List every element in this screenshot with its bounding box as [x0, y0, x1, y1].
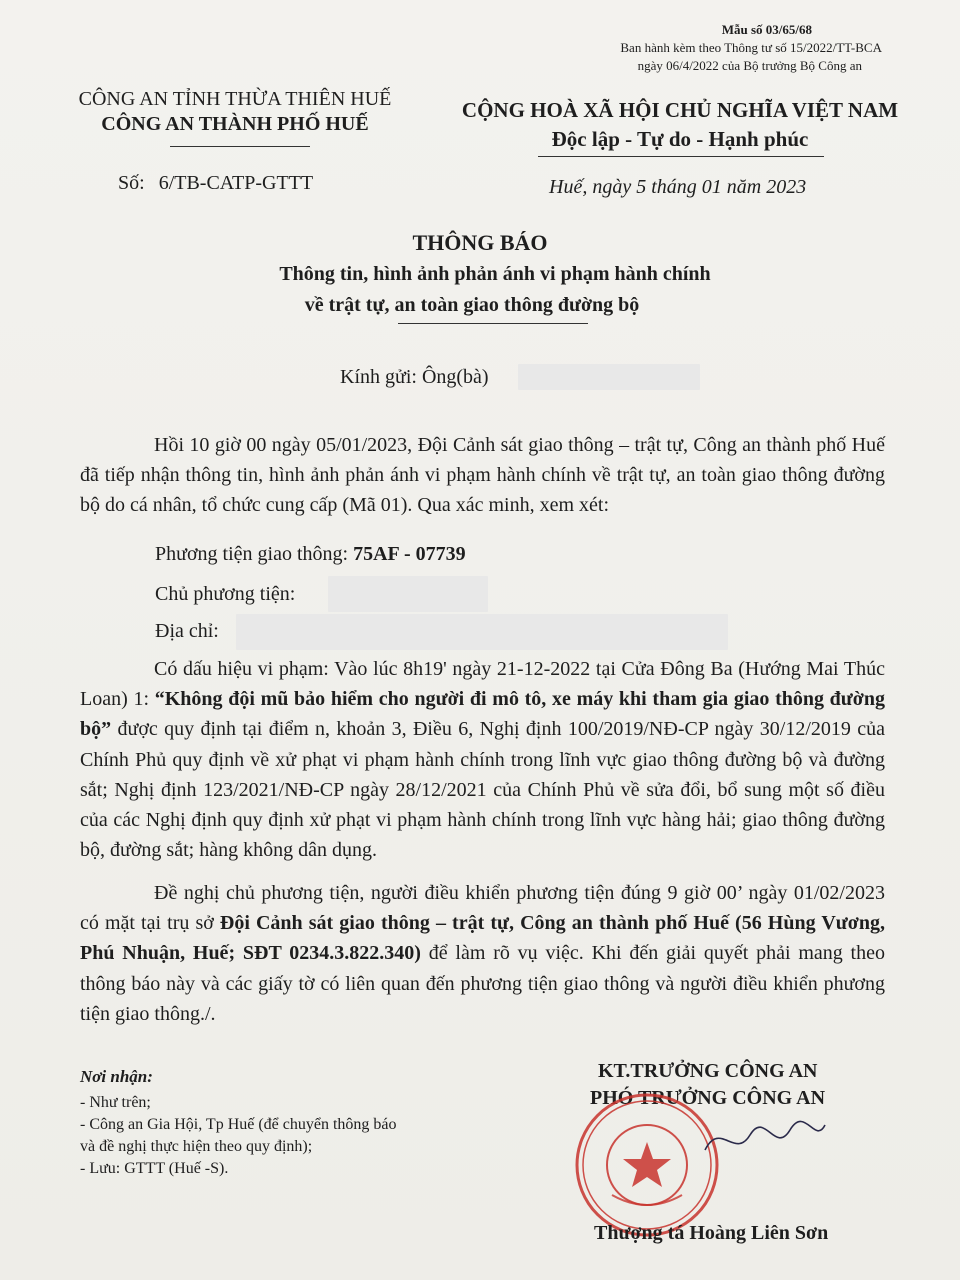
- subtitle-underline: [398, 323, 588, 324]
- recipients-line-2: - Công an Gia Hội, Tp Huế (để chuyển thông báo: [80, 1116, 397, 1133]
- place-date: Huế, ngày 5 tháng 01 năm 2023: [549, 176, 807, 198]
- request-text-a: Đề nghị chủ phương tiện, người điều khiển phương tiện đúng 9 giờ 00’ ngày 01/02/2023 có mặt tại trụ sở: [80, 882, 885, 935]
- request-text-b: để làm rõ vụ việc. Khi đến giải quyết phải mang theo thông báo này và các giấy tờ có liên quan đến phương tiện giao thông và người điều khiển phương tiện giao thông./.: [80, 942, 885, 1025]
- form-issued-with: Ban hành kèm theo Thông tư số 15/2022/TT-BCA: [620, 40, 882, 55]
- vehicle-label: Phương tiện giao thông:: [155, 543, 354, 565]
- document-number-label: Số:: [118, 172, 145, 194]
- nation-name: CỘNG HOÀ XÃ HỘI CHỦ NGHĨA VIỆT NAM: [461, 98, 899, 122]
- paragraph-intro: [80, 430, 885, 521]
- nation-motto: Độc lập - Tự do - Hạnh phúc: [551, 127, 809, 151]
- redacted-recipient: [518, 364, 700, 390]
- violation-text-b: được quy định tại điểm n, khoản 3, Điều 6, Nghị định 100/2019/NĐ-CP ngày 30/12/2019 của Chính Phủ quy định về xử phạt vi phạm hành chính trong lĩnh vực giao thông đường bộ và đường sắt; Nghị định 123/2021/NĐ-CP ngày 28/12/2021 của Chính Phủ về sửa đổi, bổ sung một số điều của các Nghị định quy định xử phạt vi phạm hành chính trong lĩnh vực hàng hải; giao thông đường bộ, đường sắt; hàng không dân dụng.: [80, 718, 885, 862]
- document-subtitle-1: Thông tin, hình ảnh phản ánh vi phạm hành chính: [279, 263, 711, 285]
- paragraph-intro-text: Hồi 10 giờ 00 ngày 05/01/2023, Đội Cảnh sát giao thông – trật tự, Công an thành phố Huế đã tiếp nhận thông tin, hình ảnh phản ánh vi phạm hành chính về trật tự, an toàn giao thông đường bộ do cá nhân, tổ chức cung cấp (Mã 01). Qua xác minh, xem xét:: [80, 434, 885, 517]
- vehicle-line: [155, 543, 466, 566]
- agency-parent: CÔNG AN TỈNH THỪA THIÊN HUẾ: [78, 88, 392, 110]
- motto-underline: [538, 156, 824, 157]
- document-number: [118, 172, 313, 195]
- recipients-label: Nơi nhận:: [80, 1067, 153, 1086]
- paragraph-request: [80, 878, 885, 1029]
- owner-label: Chủ phương tiện:: [155, 583, 296, 605]
- signer-name: Thượng tá Hoàng Liên Sơn: [594, 1222, 829, 1244]
- vehicle-plate: 75AF - 07739: [353, 543, 466, 565]
- recipients-line-4: - Lưu: GTTT (Huế -S).: [80, 1160, 229, 1177]
- nation-header: [440, 98, 920, 152]
- violation-text-bold: “Không đội mũ bảo hiểm cho người đi mô tô, xe máy khi tham gia giao thông đường bộ”: [80, 688, 885, 741]
- address-label: Địa chỉ:: [155, 620, 219, 642]
- owner-line: [155, 583, 295, 606]
- document-subtitle-2: về trật tự, an toàn giao thông đường bộ: [304, 294, 640, 316]
- redacted-address: [236, 614, 728, 650]
- redacted-owner: [328, 576, 488, 612]
- document-number-value: 6/TB-CATP-GTTT: [158, 172, 314, 194]
- form-issued-date: ngày 06/4/2022 của Bộ trưởng Bộ Công an: [637, 58, 862, 73]
- signature-title-2: PHÓ TRƯỞNG CÔNG AN: [590, 1087, 826, 1109]
- recipient-line: Kính gửi: Ông(bà): [340, 366, 489, 388]
- recipients-line-3: và đề nghị thực hiện theo quy định);: [80, 1138, 313, 1155]
- recipients-line-1: - Như trên;: [80, 1094, 151, 1111]
- form-number: Mẫu số 03/65/68: [721, 22, 812, 37]
- signature-title-1: KT.TRƯỞNG CÔNG AN: [598, 1060, 818, 1082]
- request-text-bold: Đội Cảnh sát giao thông – trật tự, Công an thành phố Huế (56 Hùng Vương, Phú Nhuận, Huế; SĐT 0234.3.822.340): [80, 912, 885, 965]
- address-line: [155, 620, 219, 643]
- agency-name: CÔNG AN THÀNH PHỐ HUẾ: [101, 113, 369, 135]
- paragraph-violation: [80, 654, 885, 865]
- agency-header: [40, 88, 430, 136]
- handwritten-signature: [700, 1110, 830, 1170]
- agency-underline: [170, 146, 310, 147]
- violation-text-a: Có dấu hiệu vi phạm: Vào lúc 8h19' ngày 21-12-2022 tại Cửa Đông Ba (Hướng Mai Thúc Loan) 1:: [80, 658, 885, 711]
- document-title: THÔNG BÁO: [412, 230, 548, 255]
